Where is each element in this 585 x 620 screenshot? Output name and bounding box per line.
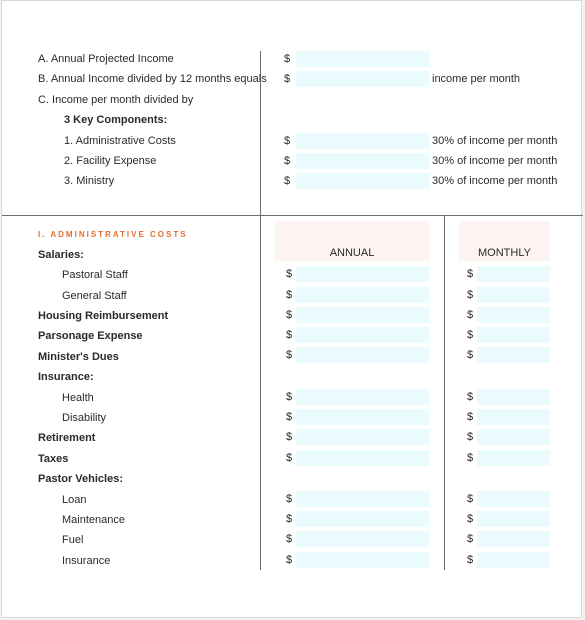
summary-dollar-b: $: [284, 73, 291, 85]
row-label-insurance-heading: Insurance:: [38, 371, 94, 383]
general-staff-annual-input[interactable]: [296, 287, 429, 303]
row-dollar-monthly: $: [467, 533, 474, 545]
row-dollar-annual: $: [286, 513, 293, 525]
loan-monthly-input[interactable]: [477, 491, 550, 507]
retirement-monthly-input[interactable]: [477, 429, 550, 445]
row-dollar-monthly: $: [467, 513, 474, 525]
row-dollar-monthly: $: [467, 391, 474, 403]
summary-label-c: C. Income per month divided by: [38, 94, 194, 106]
annual-column-header: [275, 221, 429, 261]
summary-suffix-3: 30% of income per month: [432, 175, 558, 187]
summary-dollar-1: $: [284, 135, 291, 147]
monthly-header-label: MONTHLY: [478, 247, 531, 259]
row-dollar-annual: $: [286, 431, 293, 443]
row-label-disability: Disability: [62, 412, 107, 424]
row-label-loan: Loan: [62, 494, 87, 506]
key-components-heading: 3 Key Components:: [64, 114, 168, 126]
vehicle-insurance-monthly-input[interactable]: [477, 552, 550, 568]
row-dollar-monthly: $: [467, 493, 474, 505]
row-dollar-annual: $: [286, 493, 293, 505]
row-dollar-monthly: $: [467, 349, 474, 361]
summary-label-a: A. Annual Projected Income: [38, 53, 174, 65]
summary-label-1: 1. Administrative Costs: [64, 135, 176, 147]
summary-label-2: 2. Facility Expense: [64, 155, 157, 167]
ministers-dues-monthly-input[interactable]: [477, 347, 550, 363]
row-dollar-annual: $: [286, 309, 293, 321]
row-label-ministers-dues: Minister's Dues: [38, 351, 119, 363]
row-label-retirement: Retirement: [38, 432, 96, 444]
health-annual-input[interactable]: [296, 389, 429, 405]
row-dollar-monthly: $: [467, 411, 474, 423]
maintenance-monthly-input[interactable]: [477, 511, 550, 527]
row-label-taxes: Taxes: [38, 453, 69, 465]
fuel-annual-input[interactable]: [296, 531, 429, 547]
general-staff-monthly-input[interactable]: [477, 287, 550, 303]
summary-suffix-1: 30% of income per month: [432, 135, 558, 147]
worksheet-page: [1, 0, 582, 618]
row-dollar-annual: $: [286, 411, 293, 423]
ministry-input[interactable]: [296, 173, 429, 189]
row-dollar-monthly: $: [467, 554, 474, 566]
row-label-salaries: Salaries:: [38, 249, 84, 261]
summary-dollar-2: $: [284, 155, 291, 167]
taxes-monthly-input[interactable]: [477, 450, 550, 466]
row-dollar-annual: $: [286, 268, 293, 280]
fuel-monthly-input[interactable]: [477, 531, 550, 547]
annual-header-label: ANNUAL: [329, 247, 375, 259]
administrative-costs-input[interactable]: [296, 133, 429, 149]
row-dollar-monthly: $: [467, 329, 474, 341]
pastoral-staff-annual-input[interactable]: [296, 266, 429, 282]
row-label-health: Health: [62, 392, 94, 404]
section-title: I. ADMINISTRATIVE COSTS: [38, 230, 188, 239]
summary-label-b: B. Annual Income divided by 12 months equals: [38, 73, 267, 85]
housing-reimbursement-monthly-input[interactable]: [477, 307, 550, 323]
health-monthly-input[interactable]: [477, 389, 550, 405]
row-label-fuel: Fuel: [62, 534, 84, 546]
summary-suffix-2: 30% of income per month: [432, 155, 558, 167]
summary-dollar-a: $: [284, 53, 291, 65]
facility-expense-input[interactable]: [296, 153, 429, 169]
row-label-pastoral-staff: Pastoral Staff: [62, 269, 128, 281]
row-dollar-annual: $: [286, 391, 293, 403]
summary-suffix-b: income per month: [432, 73, 521, 85]
taxes-annual-input[interactable]: [296, 450, 429, 466]
row-dollar-monthly: $: [467, 431, 474, 443]
ministers-dues-annual-input[interactable]: [296, 347, 429, 363]
monthly-income-input[interactable]: [296, 71, 429, 87]
row-dollar-monthly: $: [467, 309, 474, 321]
section-divider: [2, 215, 583, 216]
disability-monthly-input[interactable]: [477, 409, 550, 425]
row-dollar-monthly: $: [467, 452, 474, 464]
pastoral-staff-monthly-input[interactable]: [477, 266, 550, 282]
summary-label-3: 3. Ministry: [64, 175, 115, 187]
row-label-parsonage-expense: Parsonage Expense: [38, 330, 143, 342]
row-dollar-annual: $: [286, 289, 293, 301]
row-dollar-annual: $: [286, 452, 293, 464]
disability-annual-input[interactable]: [296, 409, 429, 425]
loan-annual-input[interactable]: [296, 491, 429, 507]
summary-dollar-3: $: [284, 175, 291, 187]
vehicle-insurance-annual-input[interactable]: [296, 552, 429, 568]
bottom-divider-middle: [444, 215, 445, 570]
row-dollar-annual: $: [286, 329, 293, 341]
bottom-divider-left: [260, 215, 261, 570]
monthly-column-header: [459, 221, 550, 261]
row-dollar-monthly: $: [467, 268, 474, 280]
row-dollar-annual: $: [286, 349, 293, 361]
maintenance-annual-input[interactable]: [296, 511, 429, 527]
row-dollar-monthly: $: [467, 289, 474, 301]
row-label-pastor-vehicles: Pastor Vehicles:: [38, 473, 123, 485]
parsonage-expense-monthly-input[interactable]: [477, 327, 550, 343]
row-dollar-annual: $: [286, 554, 293, 566]
annual-projected-income-input[interactable]: [296, 51, 429, 67]
row-label-vehicle-insurance: Insurance: [62, 555, 111, 567]
row-label-general-staff: General Staff: [62, 290, 127, 302]
row-label-maintenance: Maintenance: [62, 514, 125, 526]
row-label-housing-reimbursement: Housing Reimbursement: [38, 310, 169, 322]
housing-reimbursement-annual-input[interactable]: [296, 307, 429, 323]
parsonage-expense-annual-input[interactable]: [296, 327, 429, 343]
retirement-annual-input[interactable]: [296, 429, 429, 445]
row-dollar-annual: $: [286, 533, 293, 545]
